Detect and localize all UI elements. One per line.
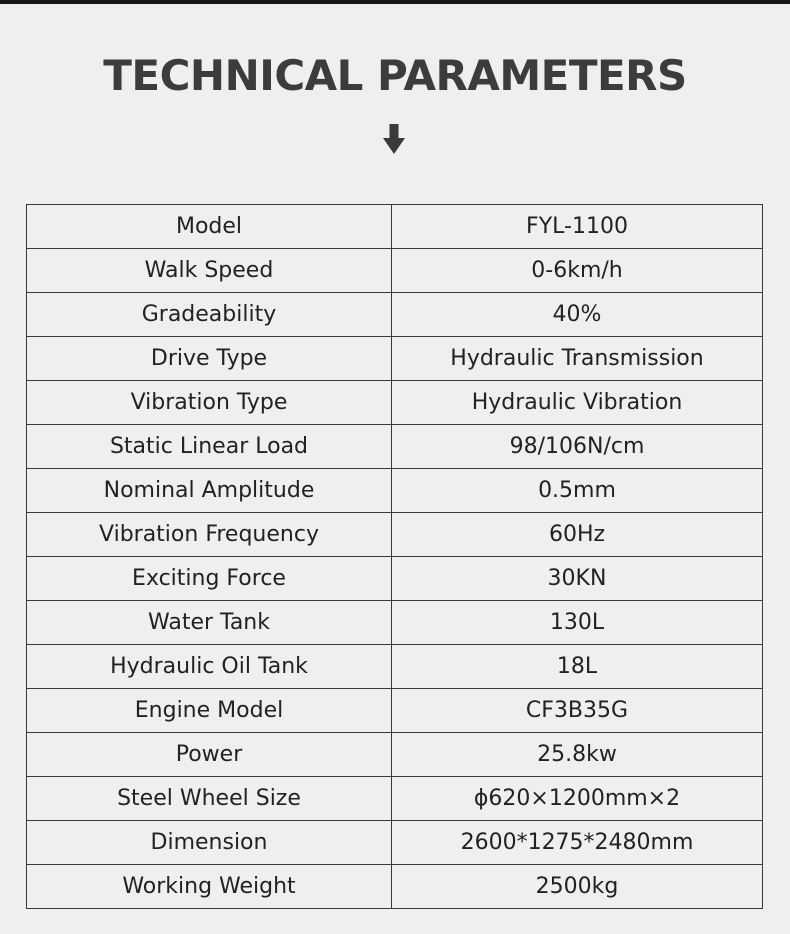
spec-label: Nominal Amplitude — [27, 469, 392, 513]
table-row — [27, 601, 763, 645]
spec-label: Drive Type — [27, 337, 392, 381]
spec-value: 0-6km/h — [392, 249, 763, 293]
table-row — [27, 821, 763, 865]
spec-value: FYL-1100 — [392, 205, 763, 249]
top-divider — [0, 0, 790, 4]
spec-value: 130L — [392, 601, 763, 645]
spec-label: Exciting Force — [27, 557, 392, 601]
table-row — [27, 205, 763, 249]
spec-value: 0.5mm — [392, 469, 763, 513]
table-row — [27, 865, 763, 909]
spec-label: Power — [27, 733, 392, 777]
spec-label: Walk Speed — [27, 249, 392, 293]
spec-value: 60Hz — [392, 513, 763, 557]
spec-value: 18L — [392, 645, 763, 689]
table-row — [27, 513, 763, 557]
table-row — [27, 689, 763, 733]
spec-label: Steel Wheel Size — [27, 777, 392, 821]
spec-label: Dimension — [27, 821, 392, 865]
spec-value: ϕ620×1200mm×2 — [392, 777, 763, 821]
spec-value: 30KN — [392, 557, 763, 601]
table-row — [27, 733, 763, 777]
spec-value: 25.8kw — [392, 733, 763, 777]
table-row — [27, 249, 763, 293]
spec-label: Gradeability — [27, 293, 392, 337]
spec-value: CF3B35G — [392, 689, 763, 733]
spec-value: Hydraulic Vibration — [392, 381, 763, 425]
spec-label: Water Tank — [27, 601, 392, 645]
arrow-down-icon — [382, 124, 406, 156]
spec-value: 2500kg — [392, 865, 763, 909]
table-row — [27, 293, 763, 337]
table-row — [27, 469, 763, 513]
spec-label: Model — [27, 205, 392, 249]
page-title: TECHNICAL PARAMETERS — [103, 51, 687, 100]
spec-value: 98/106N/cm — [392, 425, 763, 469]
table-row — [27, 777, 763, 821]
spec-table — [26, 204, 763, 909]
spec-value: 40% — [392, 293, 763, 337]
spec-label: Hydraulic Oil Tank — [27, 645, 392, 689]
spec-label: Working Weight — [27, 865, 392, 909]
table-row — [27, 425, 763, 469]
spec-value: Hydraulic Transmission — [392, 337, 763, 381]
spec-label: Engine Model — [27, 689, 392, 733]
table-row — [27, 557, 763, 601]
spec-value: 2600*1275*2480mm — [392, 821, 763, 865]
table-row — [27, 645, 763, 689]
table-row — [27, 337, 763, 381]
table-row — [27, 381, 763, 425]
spec-label: Vibration Type — [27, 381, 392, 425]
spec-label: Static Linear Load — [27, 425, 392, 469]
spec-label: Vibration Frequency — [27, 513, 392, 557]
